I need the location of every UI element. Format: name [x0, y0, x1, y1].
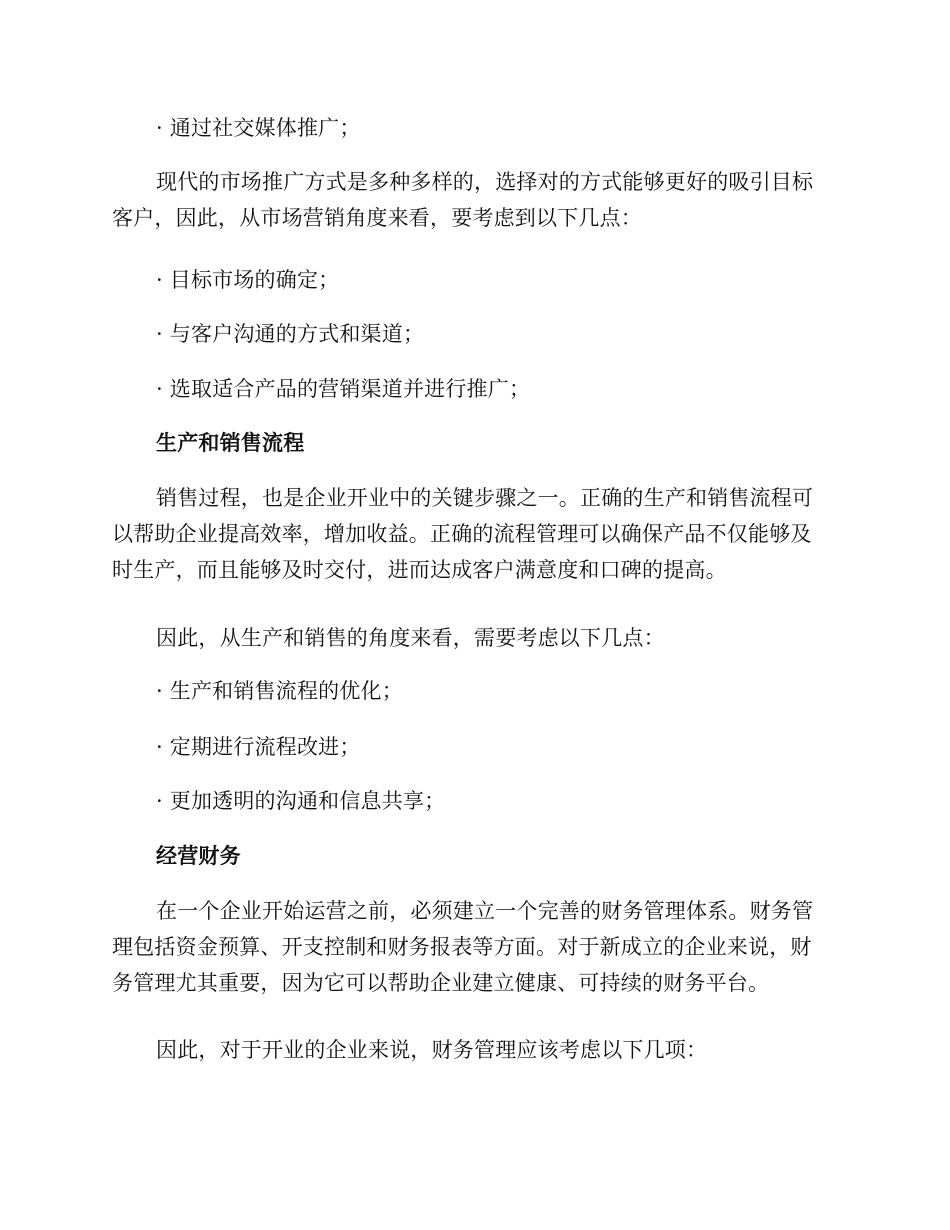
- bullet-marketing-channels: · 选取适合产品的营销渠道并进行推广；: [156, 377, 531, 401]
- bullet-target-market: · 目标市场的确定；: [156, 268, 340, 292]
- bullet-process-optimization: · 生产和销售流程的优化；: [156, 679, 403, 703]
- bullet-customer-communication: · 与客户沟通的方式和渠道；: [156, 322, 425, 346]
- bullet-information-sharing: · 更加透明的沟通和信息共享；: [156, 789, 446, 813]
- paragraph-sales-process: 销售过程，也是企业开业中的关键步骤之一。正确的生产和销售流程可以帮助企业提高效率，增加收益。正确的流程管理可以确保产品不仅能够及时生产，而且能够及时交付，进而达成客户满意度和口碑的提高。: [112, 486, 814, 582]
- bullet-process-improvement: · 定期进行流程改进；: [156, 735, 361, 759]
- paragraph-finance-points: 因此，对于开业的企业来说，财务管理应该考虑以下几项：: [156, 1038, 708, 1062]
- bullet-social-media: · 通过社交媒体推广；: [156, 116, 361, 140]
- paragraph-finance-system: 在一个企业开始运营之前，必须建立一个完善的财务管理体系。财务管理包括资金预算、开支控制和财务报表等方面。对于新成立的企业来说，财务管理尤其重要，因为它可以帮助企业建立健康、可持续的财务平台。: [112, 899, 814, 995]
- heading-finance: 经营财务: [156, 844, 241, 868]
- paragraph-marketing: 现代的市场推广方式是多种多样的，选择对的方式能够更好的吸引目标客户，因此，从市场营销角度来看，要考虑到以下几点：: [112, 170, 814, 230]
- heading-production-sales: 生产和销售流程: [156, 431, 305, 455]
- paragraph-production-points: 因此，从生产和销售的角度来看，需要考虑以下几点：: [156, 626, 665, 650]
